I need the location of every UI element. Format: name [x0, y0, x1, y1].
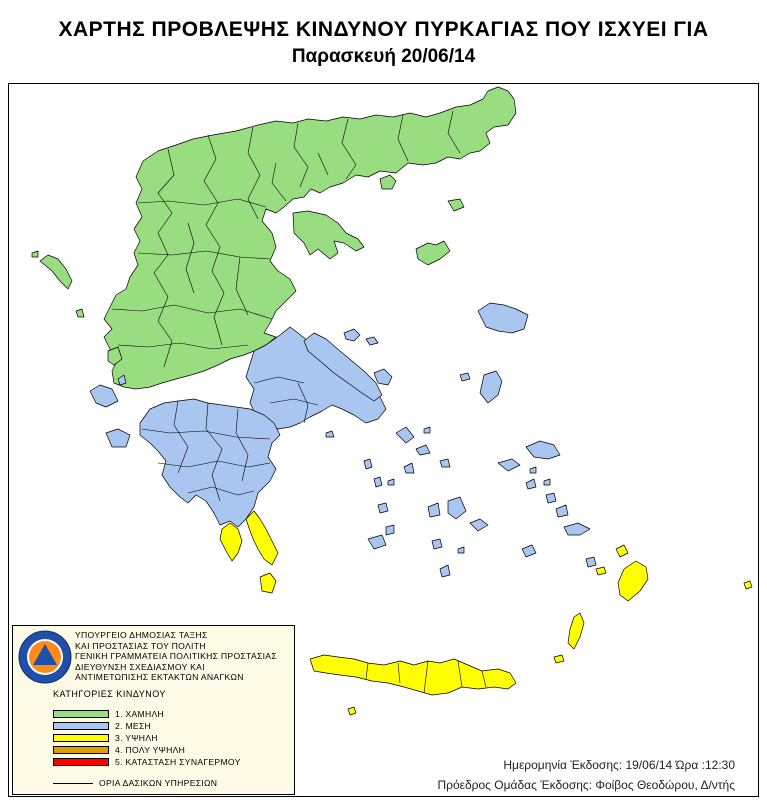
legend-label: 2. ΜΕΣΗ	[115, 721, 152, 731]
region-high-kastellorizo	[744, 581, 752, 589]
region-medium-ikaria	[498, 459, 520, 471]
region-medium-tinos	[416, 445, 430, 455]
region-low-samothraki	[448, 199, 464, 211]
region-high-kythira	[260, 573, 276, 593]
region-medium-nisyros	[586, 557, 596, 567]
legend-swatch	[53, 722, 109, 730]
region-medium-sporades	[344, 329, 378, 345]
region-low-paxoi	[76, 309, 84, 317]
region-medium-naxos	[448, 497, 466, 519]
region-medium-ios	[432, 539, 442, 549]
ministry-line: ΚΑΙ ΠΡΟΣΤΑΣΙΑΣ ΤΟΥ ΠΟΛΙΤΗ	[75, 640, 206, 651]
region-medium-small1	[530, 467, 536, 473]
boundary-label: ΟΡΙΑ ΔΑΣΙΚΩΝ ΥΠΗΡΕΣΙΩΝ	[99, 778, 218, 788]
region-medium-zakynthos	[106, 429, 130, 447]
region-medium-astypalea	[522, 545, 536, 557]
region-medium-andros	[396, 427, 414, 443]
region-medium-small5	[544, 479, 550, 485]
region-low-limnos	[416, 241, 450, 265]
ministry-block	[75, 630, 277, 683]
region-high-tilos	[596, 567, 606, 575]
map-title: ΧΑΡΤΗΣ ΠΡΟΒΛΕΨΗΣ ΚΙΝΔΥΝΟΥ ΠΥΡΚΑΓΙΑΣ ΠΟΥ ΙΣΧΥΕΙ ΓΙΑ	[58, 18, 709, 41]
region-medium-kos	[564, 523, 590, 535]
region-low-chalkidiki	[293, 211, 364, 259]
map-legend	[12, 625, 295, 795]
region-medium-peloponnese	[140, 399, 280, 527]
legend-categories-title: ΚΑΤΗΓΟΡΙΕΣ ΚΙΝΔΥΝΟΥ	[53, 689, 166, 699]
ministry-line: ΔΙΕΥΘΥΝΣΗ ΣΧΕΔΙΑΣΜΟΥ ΚΑΙ	[75, 661, 205, 672]
region-medium-serifos	[378, 503, 388, 513]
region-medium-kea	[364, 459, 372, 469]
region-high-karpathos	[568, 613, 584, 649]
legend-swatch	[53, 734, 109, 742]
region-medium-milos	[368, 535, 386, 549]
region-low-islet	[32, 251, 38, 257]
region-high-gavdos	[348, 707, 356, 715]
region-medium-amorgos	[470, 519, 488, 531]
boundary-line	[53, 783, 93, 784]
issue-date: Ημερομηνία Έκδοσης: 19/06/14 Ώρα :12:30	[503, 758, 735, 772]
region-medium-kalymnos	[556, 505, 568, 517]
legend-swatch	[53, 758, 109, 766]
region-medium-small4	[326, 431, 334, 437]
region-medium-lesvos	[478, 303, 528, 333]
region-medium-syros	[404, 463, 414, 473]
legend-label: 3. ΥΨΗΛΗ	[115, 733, 158, 743]
region-medium-samos	[526, 441, 560, 459]
region-medium-kefalonia	[90, 385, 118, 407]
ministry-line: ΑΝΤΙΜΕΤΩΠΙΣΗΣ ΕΚΤΑΚΤΩΝ ΑΝΑΓΚΩΝ	[75, 672, 244, 682]
region-high-kasos	[554, 655, 564, 663]
ministry-line: ΥΠΟΥΡΓΕΙΟ ΔΗΜΟΣΙΑΣ ΤΑΞΗΣ	[75, 630, 208, 640]
legend-swatch	[53, 710, 109, 718]
region-high-crete	[310, 655, 516, 695]
region-medium-kythnos	[374, 477, 382, 487]
region-medium-small3	[458, 547, 464, 553]
map-date: Παρασκευή 20/06/14	[291, 46, 476, 67]
region-medium-paros	[428, 503, 440, 517]
region-medium-sifnos	[386, 525, 394, 535]
issue-info	[437, 758, 735, 798]
region-high-laconia	[246, 511, 278, 565]
region-high-rhodes	[618, 561, 648, 601]
region-medium-santorini	[440, 565, 450, 577]
region-low-thasos	[380, 175, 396, 189]
region-medium-small2	[388, 479, 394, 485]
region-medium-chios	[480, 371, 502, 403]
region-medium-psara	[460, 373, 470, 381]
region-low-corfu	[40, 255, 72, 289]
legend-swatch	[53, 746, 109, 754]
civil-protection-logo	[18, 630, 72, 684]
region-medium-small6	[424, 427, 430, 433]
region-medium-leros	[546, 493, 556, 503]
legend-label: 1. ΧΑΜΗΛΗ	[115, 709, 165, 719]
ministry-line: ΓΕΝΙΚΗ ΓΡΑΜΜΑΤΕΙΑ ΠΟΛΙΤΙΚΗΣ ΠΡΟΣΤΑΣΙΑΣ	[75, 651, 277, 661]
legend-label: 4. ΠΟΛΥ ΥΨΗΛΗ	[115, 745, 186, 755]
region-medium-patmos	[526, 479, 536, 489]
issue-president: Πρόεδρος Ομάδας Έκδοσης: Φοίβος Θεοδώρου, Δ/ντής	[437, 778, 735, 792]
legend-label: 5. ΚΑΤΑΣΤΑΣΗ ΣΥΝΑΓΕΡΜΟΥ	[115, 757, 241, 767]
region-medium-mykonos	[440, 459, 450, 467]
region-high-messinia	[220, 523, 242, 561]
region-high-symi	[616, 545, 628, 557]
region-medium-skyros	[374, 369, 392, 385]
